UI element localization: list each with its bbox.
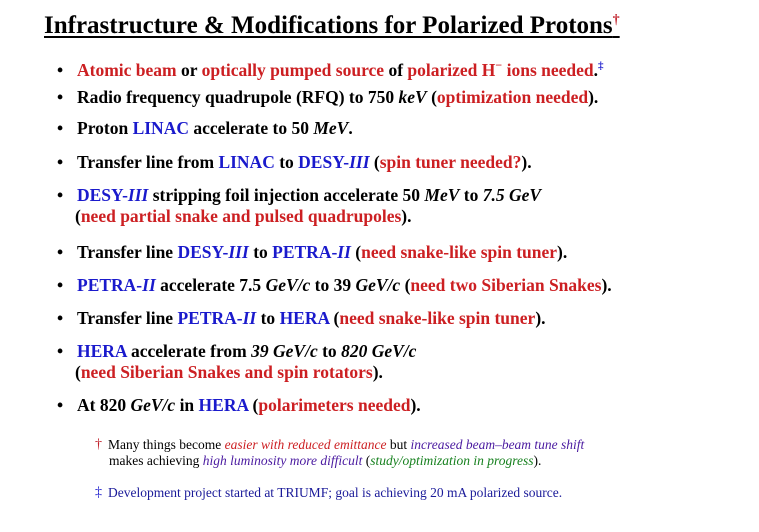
page-title	[44, 12, 620, 40]
bullet-item-at-820	[57, 395, 421, 416]
text-italic: keV	[398, 87, 427, 107]
text-green-italic: study/optimization in progress	[370, 453, 534, 468]
text: Many things become	[108, 437, 225, 452]
text-blue: LINAC	[218, 152, 275, 172]
bullet-icon: •	[57, 242, 64, 262]
text-red-italic: easier with reduced emittance	[224, 437, 387, 452]
text-purple-italic: high luminosity more difficult	[202, 453, 363, 468]
text-blue: DESY-	[77, 185, 128, 205]
text-blue: LINAC	[132, 118, 189, 138]
text-italic: 820 GeV/c	[341, 341, 417, 361]
bullet-icon: •	[57, 59, 64, 80]
text-italic: 7.5 GeV	[482, 185, 542, 205]
text-blue-italic: II	[142, 275, 156, 295]
bullet-icon: •	[57, 341, 64, 361]
text: .	[593, 59, 598, 80]
bullet-item-hera	[57, 341, 416, 383]
text: At 820	[77, 395, 131, 415]
text-red: need partial snake and pulsed quadrupoles	[80, 206, 402, 226]
bullet-icon: •	[57, 87, 64, 107]
bullet-icon: •	[57, 308, 64, 328]
footnote-double-dagger-mark: ‡	[95, 485, 102, 500]
bullet-icon: •	[57, 185, 64, 205]
text: to	[274, 152, 299, 172]
text: accelerate from	[126, 341, 252, 361]
bullet-item-petra	[57, 275, 612, 296]
text-purple-italic: increased beam–beam tune shift	[410, 437, 585, 452]
text: accelerate to 50	[188, 118, 314, 138]
text-blue: Development project started at TRIUMF; goal is achieving 20 mA polarized source.	[108, 485, 563, 500]
text: ).	[588, 87, 599, 107]
bullet-icon: •	[57, 118, 64, 138]
bullet-icon: •	[57, 152, 64, 172]
text-italic: MeV	[424, 185, 460, 205]
text: Transfer line	[77, 242, 178, 262]
bullet-icon: •	[57, 395, 64, 415]
text-blue: HERA	[279, 308, 330, 328]
text-blue-italic: III	[349, 152, 370, 172]
text-blue: PETRA-	[77, 275, 143, 295]
text-blue-italic: III	[228, 242, 249, 262]
text: to 39	[310, 275, 356, 295]
text-italic: 39 GeV/c	[251, 341, 318, 361]
text-blue-italic: II	[337, 242, 351, 262]
bullet-item-atomic-beam	[57, 55, 604, 81]
text: to	[248, 242, 273, 262]
text: ).	[410, 395, 421, 415]
bullet-item-rfq	[57, 87, 598, 108]
text-italic: MeV	[313, 118, 349, 138]
text: ).	[401, 206, 412, 226]
text-blue: HERA	[77, 341, 127, 361]
text: ).	[601, 275, 612, 295]
text-red: polarimeters needed	[258, 395, 411, 415]
text: (	[248, 395, 259, 415]
title-dagger-mark: †	[612, 12, 620, 28]
bullet-item-transfer-linac	[57, 152, 532, 173]
text-red: need Siberian Snakes and spin rotators	[80, 362, 373, 382]
text: (	[329, 308, 340, 328]
text: Proton	[77, 118, 133, 138]
text-red: polarized H	[407, 59, 496, 80]
text: but	[386, 437, 411, 452]
bullet-item-linac	[57, 118, 353, 139]
footnote-dagger	[95, 437, 584, 469]
text: makes achieving	[109, 453, 203, 468]
text: in	[175, 395, 199, 415]
text-blue-italic: II	[242, 308, 257, 328]
text: to	[459, 185, 483, 205]
text: (	[75, 362, 81, 382]
text: ).	[557, 242, 568, 262]
text-italic: GeV/c	[130, 395, 176, 415]
text: Radio frequency quadrupole (RFQ) to 750	[77, 87, 399, 107]
text: or	[176, 59, 202, 80]
text: Transfer line	[77, 308, 178, 328]
footnote-dagger-mark: †	[95, 437, 102, 452]
text-italic: GeV/c	[355, 275, 401, 295]
bullet-item-transfer-desy	[57, 242, 567, 263]
text-red: need snake-like spin tuner	[339, 308, 536, 328]
text: (	[75, 206, 81, 226]
text-red: −	[495, 58, 503, 72]
text: (	[426, 87, 437, 107]
text: (	[362, 453, 371, 468]
text: Transfer line from	[77, 152, 219, 172]
text-red: need snake-like spin tuner	[361, 242, 558, 262]
text-red: Atomic beam	[77, 59, 177, 80]
text: ).	[372, 362, 383, 382]
text: (	[350, 242, 362, 262]
text: stripping foil injection accelerate 50	[148, 185, 425, 205]
footnote-double-dagger	[95, 485, 562, 501]
text: accelerate 7.5	[155, 275, 266, 295]
text: .	[348, 118, 353, 138]
text-blue: PETRA-	[272, 242, 338, 262]
text: (	[400, 275, 411, 295]
text: to	[317, 341, 342, 361]
bullet-icon: •	[57, 275, 64, 295]
text-blue: DESY-	[298, 152, 350, 172]
text-red: spin tuner needed?	[379, 152, 522, 172]
text: ).	[535, 308, 546, 328]
text-blue: PETRA-	[177, 308, 243, 328]
text: to	[256, 308, 280, 328]
text-red: ions needed	[502, 59, 594, 80]
double-dagger-mark: ‡	[598, 60, 604, 72]
text-red: optimization needed	[436, 87, 589, 107]
text: ).	[533, 453, 542, 468]
text: (	[369, 152, 380, 172]
text: of	[384, 59, 408, 80]
bullet-item-transfer-petra	[57, 308, 546, 329]
text: ).	[521, 152, 532, 172]
text-red: need two Siberian Snakes	[410, 275, 602, 295]
text-blue: DESY-	[177, 242, 229, 262]
text-blue-italic: III	[127, 185, 149, 205]
bullet-item-desy-iii	[57, 185, 541, 227]
title-text: Infrastructure & Modifications for Polarized Protons	[44, 12, 613, 39]
text-red: optically pumped source	[201, 59, 385, 80]
text-blue: HERA	[198, 395, 249, 415]
text-italic: GeV/c	[265, 275, 311, 295]
